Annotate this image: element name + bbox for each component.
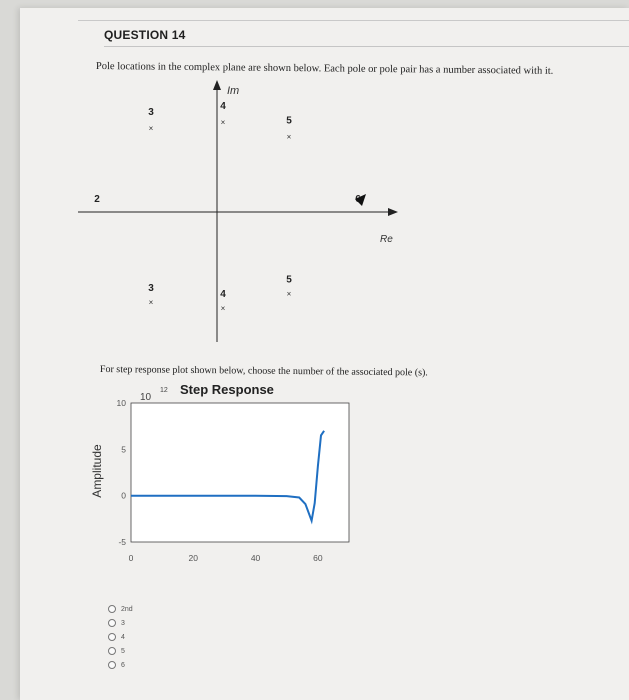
y-tick-label: -5 xyxy=(118,537,126,547)
pole-label: 2 xyxy=(94,194,100,205)
pole-label: 5 xyxy=(286,274,292,286)
option-label: 3 xyxy=(121,619,125,627)
y-tick-label: 5 xyxy=(121,444,126,455)
x-tick-label: 0 xyxy=(128,553,134,563)
option-label: 5 xyxy=(121,647,125,655)
y-scale-exponent: 12 xyxy=(160,387,168,394)
option-label: 6 xyxy=(121,661,125,669)
y-tick-label: 0 xyxy=(121,490,126,501)
pole-label: 5 xyxy=(286,115,292,127)
y-tick-label: 10 xyxy=(116,398,126,408)
pole-marker: × xyxy=(220,303,226,313)
pole-label: 3 xyxy=(148,283,154,294)
step-response-prompt: For step response plot shown below, choose the number of the associated pole (s). xyxy=(99,364,428,379)
chart-title: Step Response xyxy=(180,382,274,397)
question-prompt: Pole locations in the complex plane are shown below. Each pole or pole pair has a number associated with it. xyxy=(95,61,554,77)
pole-markers xyxy=(94,101,361,313)
pole-marker: × xyxy=(148,124,154,133)
imaginary-axis-arrow xyxy=(213,80,221,90)
pole-marker: × xyxy=(286,132,292,142)
re-axis-label: Re xyxy=(380,234,393,245)
x-tick-label: 60 xyxy=(313,553,323,563)
im-axis-label: Im xyxy=(227,85,240,97)
question-title: QUESTION 14 xyxy=(104,28,186,42)
pole-marker: × xyxy=(220,118,226,128)
option-label: 2nd xyxy=(121,605,133,613)
x-tick-label: 40 xyxy=(250,553,261,563)
option-label: 4 xyxy=(121,633,125,641)
y-scale-base: 10 xyxy=(140,392,152,403)
pole-marker: × xyxy=(286,289,292,299)
pole-label: 4 xyxy=(220,101,226,113)
pole-label: 4 xyxy=(220,288,226,300)
real-axis-arrow xyxy=(388,208,398,216)
x-tick-label: 20 xyxy=(188,553,199,563)
pole-marker: × xyxy=(148,298,154,307)
y-axis-label: Amplitude xyxy=(90,444,104,498)
pole-label: 3 xyxy=(148,107,154,118)
